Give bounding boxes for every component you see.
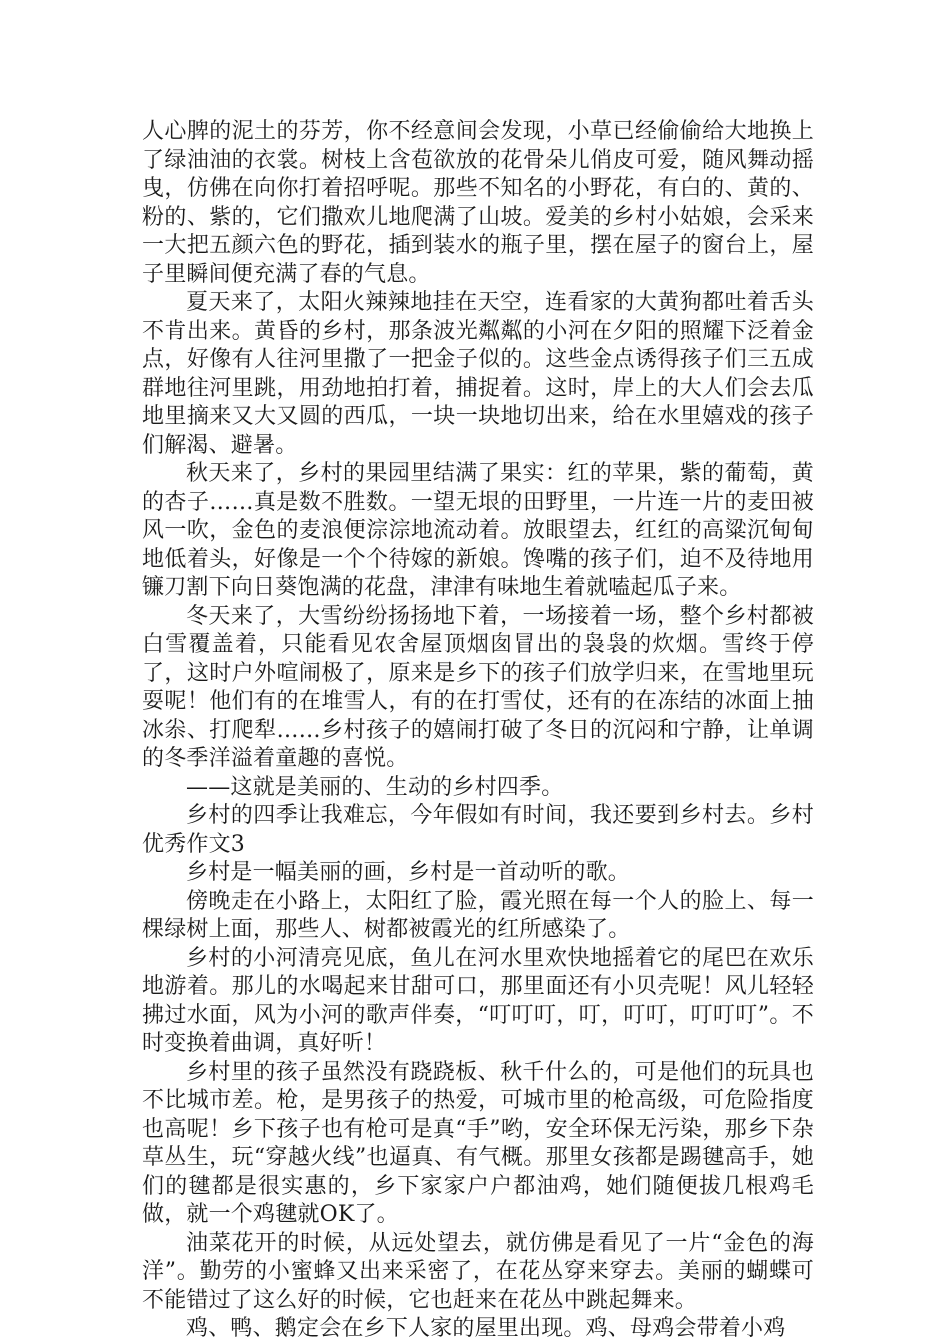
paragraph-poultry: 鸡、鸭、鹅定会在乡下人家的屋里出现。鸡、母鸡会带着小鸡 xyxy=(186,1316,786,1341)
paragraph-summer: 夏天来了，太阳火辣辣地挂在天空，连看家的大黄狗都吐着舌头不肯出来。黄昏的乡村，那条波光粼粼的小河在夕阳的照耀下泛着金点，好像有人往河里撒了一把金子似的。这些金点诱得孩子们三五成群地往河里跳，用劲地拍打着，捕捉着。这时，岸上的大人们会去瓜地里摘来又大又圆的西瓜，一块一块地切出来，给在水里嬉戏的孩子们解渴、避暑。 xyxy=(142,290,814,458)
paragraph-river: 乡村的小河清亮见底，鱼儿在河水里欢快地摇着它的尾巴在欢乐地游着。那儿的水喝起来甘甜可口，那里面还有小贝壳呢！风儿轻轻拂过水面，风为小河的歌声伴奏，“叮叮叮，叮，叮叮，叮叮叮”。不时变换着曲调，真好听！ xyxy=(142,945,814,1056)
paragraph-winter: 冬天来了，大雪纷纷扬扬地下着，一场接着一场，整个乡村都被白雪覆盖着，只能看见农舍屋顶烟囱冒出的袅袅的炊烟。雪终于停了，这时户外喧闹极了，原来是乡下的孩子们放学归来，在雪地里玩耍呢！他们有的在堆雪人，有的在打雪仗，还有的在冻结的冰面上抽冰尜、打爬犁……乡村孩子的嬉闹打破了冬日的沉闷和宁静，让单调的冬季洋溢着童趣的喜悦。 xyxy=(142,603,814,771)
paragraph-spring-continued: 人心脾的泥土的芬芳，你不经意间会发现，小草已经偷偷给大地换上了绿油油的衣裳。树枝上含苞欲放的花骨朵儿俏皮可爱，随风舞动摇曳，仿佛在向你打着招呼呢。那些不知名的小野花，有白的、黄的、粉的、紫的，它们撒欢儿地爬满了山坡。爱美的乡村小姑娘，会采来一大把五颜六色的野花，插到装水的瓶子里，摆在屋子的窗台上，屋子里瞬间便充满了春的气息。 xyxy=(142,119,814,287)
paragraph-evening: 傍晚走在小路上，太阳红了脸，霞光照在每一个人的脸上、每一棵绿树上面，那些人、树都被霞光的红所感染了。 xyxy=(142,888,814,942)
paragraph-summary: ——这就是美丽的、生动的乡村四季。 xyxy=(186,774,564,800)
paragraph-children-toys: 乡村里的孩子虽然没有跷跷板、秋千什么的，可是他们的玩具也不比城市差。枪，是男孩子的热爱，可城市里的枪高级，可危险指度也高呢！乡下孩子也有枪可是真“手”哟，安全环保无污染，那乡下杂草丛生，玩“穿越火线”也逼真、有气概。那里女孩都是踢毽高手，她们的毽都是很实惠的，乡下家家户户都油鸡，她们随便拔几根鸡毛做，就一个鸡毽就OK了。 xyxy=(142,1059,814,1227)
paragraph-rapeseed-flowers: 油菜花开的时候，从远处望去，就仿佛是看见了一片“金色的海洋”。勤劳的小蜜蜂又出来采密了，在花丛穿来穿去。美丽的蝴蝶可不能错过了这么好的时候，它也赶来在花丛中跳起舞来。 xyxy=(142,1230,814,1313)
paragraph-autumn: 秋天来了，乡村的果园里结满了果实：红的苹果，紫的葡萄，黄的杏子……真是数不胜数。一望无垠的田野里，一片连一片的麦田被风一吹，金色的麦浪便淙淙地流动着。放眼望去，红红的高粱沉甸甸地低着头，好像是一个个待嫁的新娘。馋嘴的孩子们，迫不及待地用镰刀割下向日葵饱满的花盘，津津有味地生着就嗑起瓜子来。 xyxy=(142,461,814,600)
paragraph-intro-3: 乡村是一幅美丽的画，乡村是一首动听的歌。 xyxy=(186,860,631,885)
essay-body xyxy=(142,118,814,1344)
paragraph-conclusion: 乡村的四季让我难忘，今年假如有时间，我还要到乡村去。乡村优秀作文3 xyxy=(142,803,814,857)
